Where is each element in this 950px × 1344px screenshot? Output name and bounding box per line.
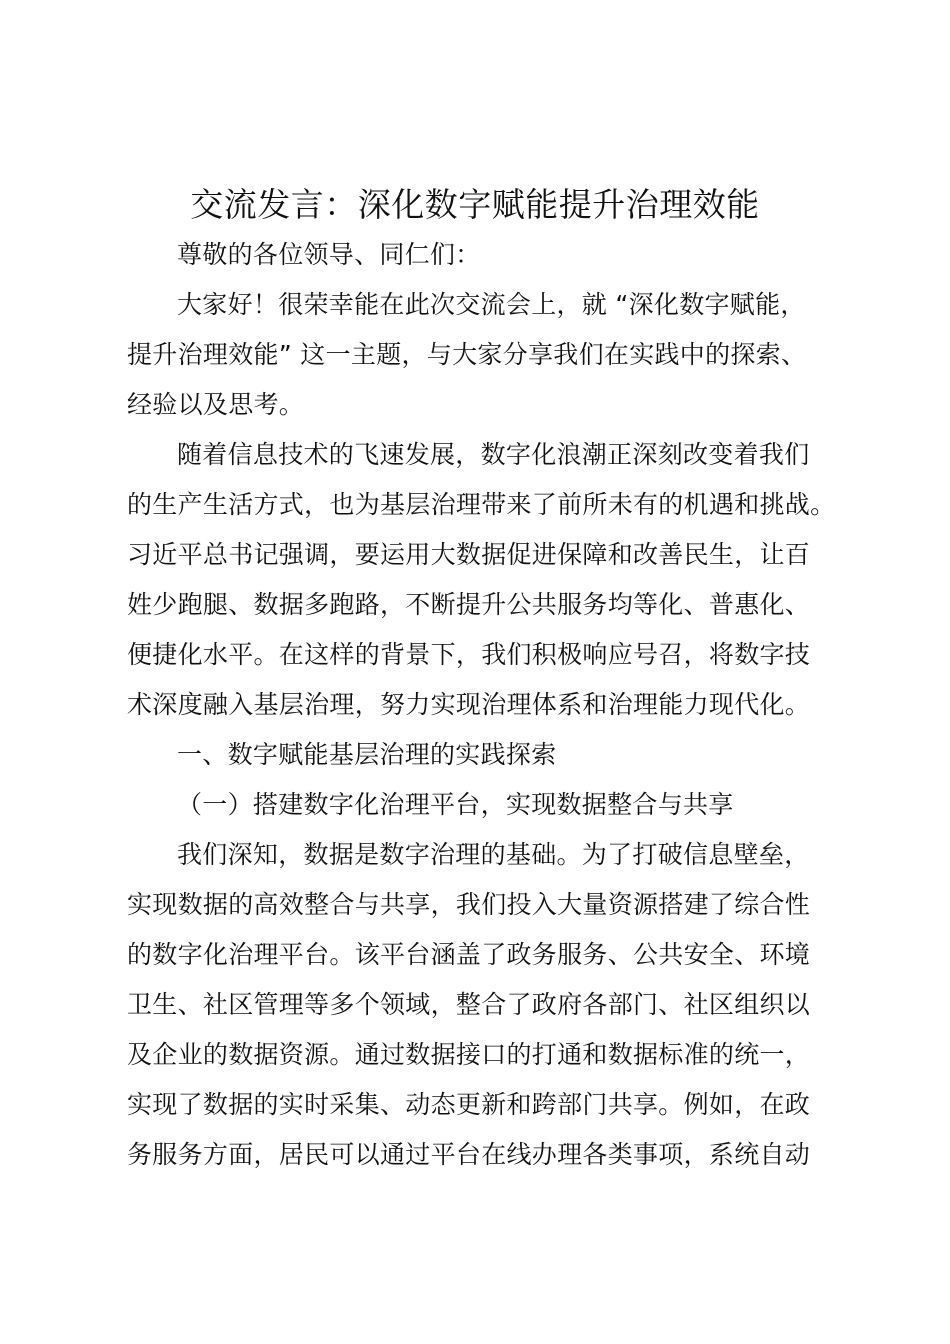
subsection-heading: （一）搭建数字化治理平台，实现数据整合与共享: [177, 790, 734, 819]
text-line: 习近平总书记强调，要运用大数据促进保障和改善民生，让百: [127, 540, 811, 569]
text-line: 我们深知，数据是数字治理的基础。为了打破信息壁垒，: [177, 840, 810, 869]
text-line: 姓少跑腿、数据多跑路，不断提升公共服务均等化、普惠化、: [127, 590, 811, 619]
text-line: 术深度融入基层治理，努力实现治理体系和治理能力现代化。: [127, 690, 811, 719]
text-line: 的生产生活方式，也为基层治理带来了前所未有的机遇和挑战。: [127, 490, 836, 519]
text-line: 实现数据的高效整合与共享，我们投入大量资源搭建了综合性: [127, 890, 811, 919]
text-line: 实现了数据的实时采集、动态更新和跨部门共享。例如，在政: [127, 1090, 811, 1119]
text-line: 及企业的数据资源。通过数据接口的打通和数据标准的统一，: [127, 1040, 811, 1069]
text-line: 便捷化水平。在这样的背景下，我们积极响应号召，将数字技: [127, 640, 811, 669]
text-line: 的数字化治理平台。该平台涵盖了政务服务、公共安全、环境: [127, 940, 811, 969]
document-title: 交流发言：深化数字赋能提升治理效能: [190, 185, 760, 224]
text-line: 提升治理效能” 这一主题，与大家分享我们在实践中的探索、: [127, 340, 807, 369]
text-line: 卫生、社区管理等多个领域，整合了政府各部门、社区组织以: [127, 990, 811, 1019]
section-heading: 一、数字赋能基层治理的实践探索: [177, 740, 557, 769]
text-line: 尊敬的各位领导、同仁们：: [177, 240, 481, 269]
text-line: 经验以及思考。: [127, 390, 305, 419]
text-line: 大家好！很荣幸能在此次交流会上，就 “深化数字赋能，: [177, 290, 806, 319]
text-line: 随着信息技术的飞速发展，数字化浪潮正深刻改变着我们: [177, 440, 810, 469]
text-line: 务服务方面，居民可以通过平台在线办理各类事项，系统自动: [127, 1140, 811, 1169]
